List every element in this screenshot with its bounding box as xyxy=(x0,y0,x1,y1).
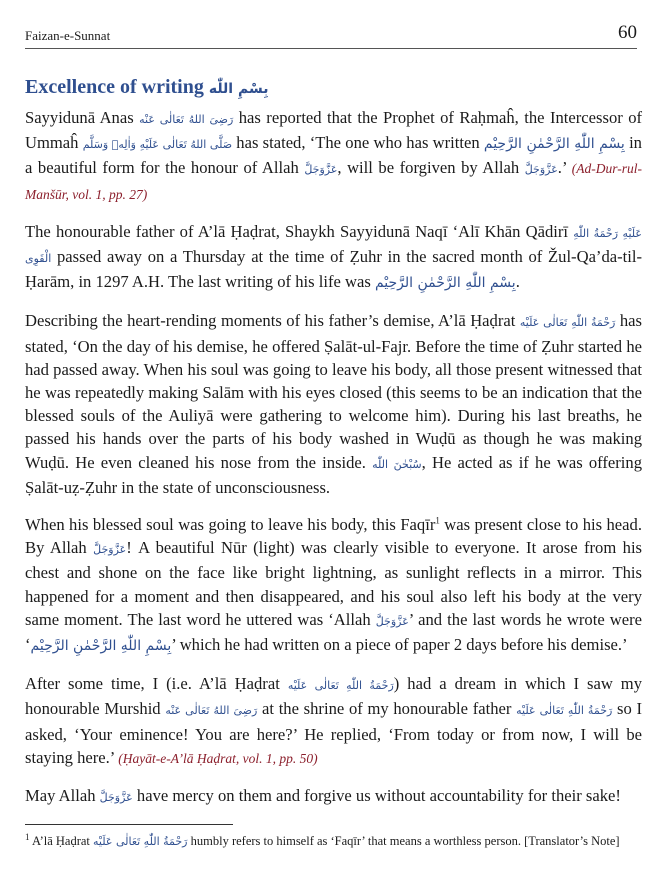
footnote xyxy=(25,833,642,850)
text: at the shrine of my honourable father xyxy=(262,699,512,719)
arabic-salawat: صَلَّی اللهُ تَعَالٰی عَلَیْهِ وَاٰلِهٖ وَسَلَّم xyxy=(82,138,233,152)
paragraph-2 xyxy=(25,220,642,296)
arabic-bismillah: بِسْمِ اللّٰهِ الرَّحْمٰنِ الرَّحِیْم xyxy=(483,136,625,153)
arabic-bismillah: بِسْمِ اللّٰهِ الرَّحْمٰنِ الرَّحِیْم xyxy=(30,638,172,655)
text: Sayyidunā Anas xyxy=(25,108,134,127)
running-header xyxy=(25,22,637,49)
page-number: 60 xyxy=(618,22,637,43)
text: A’lā Ḥaḍrat xyxy=(31,834,90,848)
text: have mercy on them and forgive us without accountability for their sake! xyxy=(136,786,621,806)
text: passed away on a Thursday at the time of Ẓuhr in the sacred month of Žul-Qa’da-til-Ḥarām, in 1297 A.H. The last writing of his life was xyxy=(25,247,642,292)
paragraph-4 xyxy=(25,513,642,658)
text: ! A beautiful Nūr (light) was clearly visible to everyone. It arose from his chest and shone on the face like bright lightning, as sunlight reflects in a mirror. This happened for a moment and then disappeared, and his soul also left his body at the very same moment. The last word he uttered was ‘Allah xyxy=(25,538,643,629)
reference: (Ad-Dur-rul-Manšūr, vol. 1, pp. 27) xyxy=(25,161,642,202)
text: The honourable father of A’lā Ḥaḍrat, Shaykh Sayyidunā Naqī ‘Alī Khān Qādirī xyxy=(25,221,569,241)
arabic-honorific: رَحْمَةُ اللّٰهِ تَعَالٰی عَلَیْه xyxy=(287,679,394,693)
arabic-honorific: رَحْمَةُ اللّٰهِ تَعَالٰی عَلَیْه xyxy=(93,835,188,848)
text: has stated, ‘The one who has written xyxy=(236,133,480,153)
heading-text: Excellence of writing xyxy=(25,76,204,98)
footnote-divider xyxy=(25,824,233,825)
text: has stated, ‘On the day of his demise, he offered Ṣalāt-ul-Fajr. Before the time of Ẓuhr started he had passed away. When his soul was going to leave his body, all those present witnessed that he was repeatedly making Salām with his eyes closed (this seems to be an indication that the blessed souls of the Auliyā were gathering to welcome him). During his last breaths, he passed his hands over the parts of his body washed in Wuḍū as though he was making Wuḍū. He even cleaned his nose from the inside. xyxy=(25,311,642,472)
text: When his blessed soul was going to leave his body, this Faqīr xyxy=(25,515,436,535)
arabic-azza-wa-jal: عَزَّوَجَلَّ xyxy=(524,163,558,177)
text: , He acted as if he was offering Ṣalāt-uẓ-Ẓuhr in the state of unconsciousness. xyxy=(25,452,643,497)
text: .’ xyxy=(557,158,567,178)
paragraph-3 xyxy=(25,309,642,499)
arabic-azza-wa-jal: عَزَّوَجَلَّ xyxy=(375,614,409,628)
text: ) had a dream in which I saw my honourable Murshid xyxy=(25,674,642,719)
text: , will be forgiven by Allah xyxy=(337,158,520,178)
footnote-marker: 1 xyxy=(435,515,440,526)
section-heading xyxy=(25,76,642,99)
text: so I asked, ‘Your eminence! You are here?’ He replied, ‘From today or from now, I will be staying here.’ xyxy=(25,699,643,767)
text: humbly refers to himself as ‘Faqīr’ that means a worthless person. [Translator’s Note] xyxy=(190,834,620,848)
arabic-honorific: رَحْمَةُ اللّٰهِ تَعَالٰی عَلَیْه xyxy=(519,316,616,330)
paragraph-1 xyxy=(25,106,642,206)
arabic-azza-wa-jal: عَزَّوَجَلَّ xyxy=(99,791,133,805)
text: Describing the heart-rending moments of his father’s demise, A’lā Ḥaḍrat xyxy=(25,311,516,331)
arabic-bismillah: بِسْمِ اللّٰهِ الرَّحْمٰنِ الرَّحِیْم xyxy=(374,275,516,292)
arabic-azza-wa-jal: عَزَّوَجَلَّ xyxy=(93,543,127,557)
book-title: Faizan-e-Sunnat xyxy=(25,28,111,43)
paragraph-6 xyxy=(25,784,642,809)
text: was present close to his head. By Allah xyxy=(25,515,642,558)
heading-arabic: بِسْمِ اللّٰه xyxy=(208,81,269,97)
footnote-number: 1 xyxy=(25,831,30,842)
paragraph-5 xyxy=(25,672,642,770)
arabic-azza-wa-jal: عَزَّوَجَلَّ xyxy=(304,163,338,177)
arabic-honorific: عَلَیْهِ رَحْمَةُ اللّٰهِ الْقَوِی xyxy=(25,226,642,266)
text: After some time, I (i.e. A’lā Ḥaḍrat xyxy=(25,674,280,694)
arabic-honorific: رَحْمَةُ اللّٰهِ تَعَالٰی عَلَیْه xyxy=(516,704,613,718)
text: has reported that the Prophet of Raḥmaĥ, the Intercessor of Ummaĥ xyxy=(25,108,643,153)
text: ’ which he had written on a piece of paper 2 days before his demise.’ xyxy=(171,635,628,655)
arabic-subhanallah: سُبْحٰنَ اللّٰه xyxy=(372,457,422,471)
main-content xyxy=(25,76,642,823)
text: in a beautiful form for the honour of Allah xyxy=(25,133,642,178)
arabic-honorific: رَضِیَ اللهُ تَعَالٰی عَنْه xyxy=(165,704,258,718)
text: ’ and the last words he wrote were ‘ xyxy=(25,609,642,655)
arabic-honorific: رَضِیَ اللهُ تَعَالٰی عَنْه xyxy=(139,113,234,126)
text: May Allah xyxy=(25,786,96,806)
text: . xyxy=(515,272,520,292)
reference: (Ḥayāt-e-A’lā Ḥaḍrat, vol. 1, pp. 50) xyxy=(118,750,318,766)
